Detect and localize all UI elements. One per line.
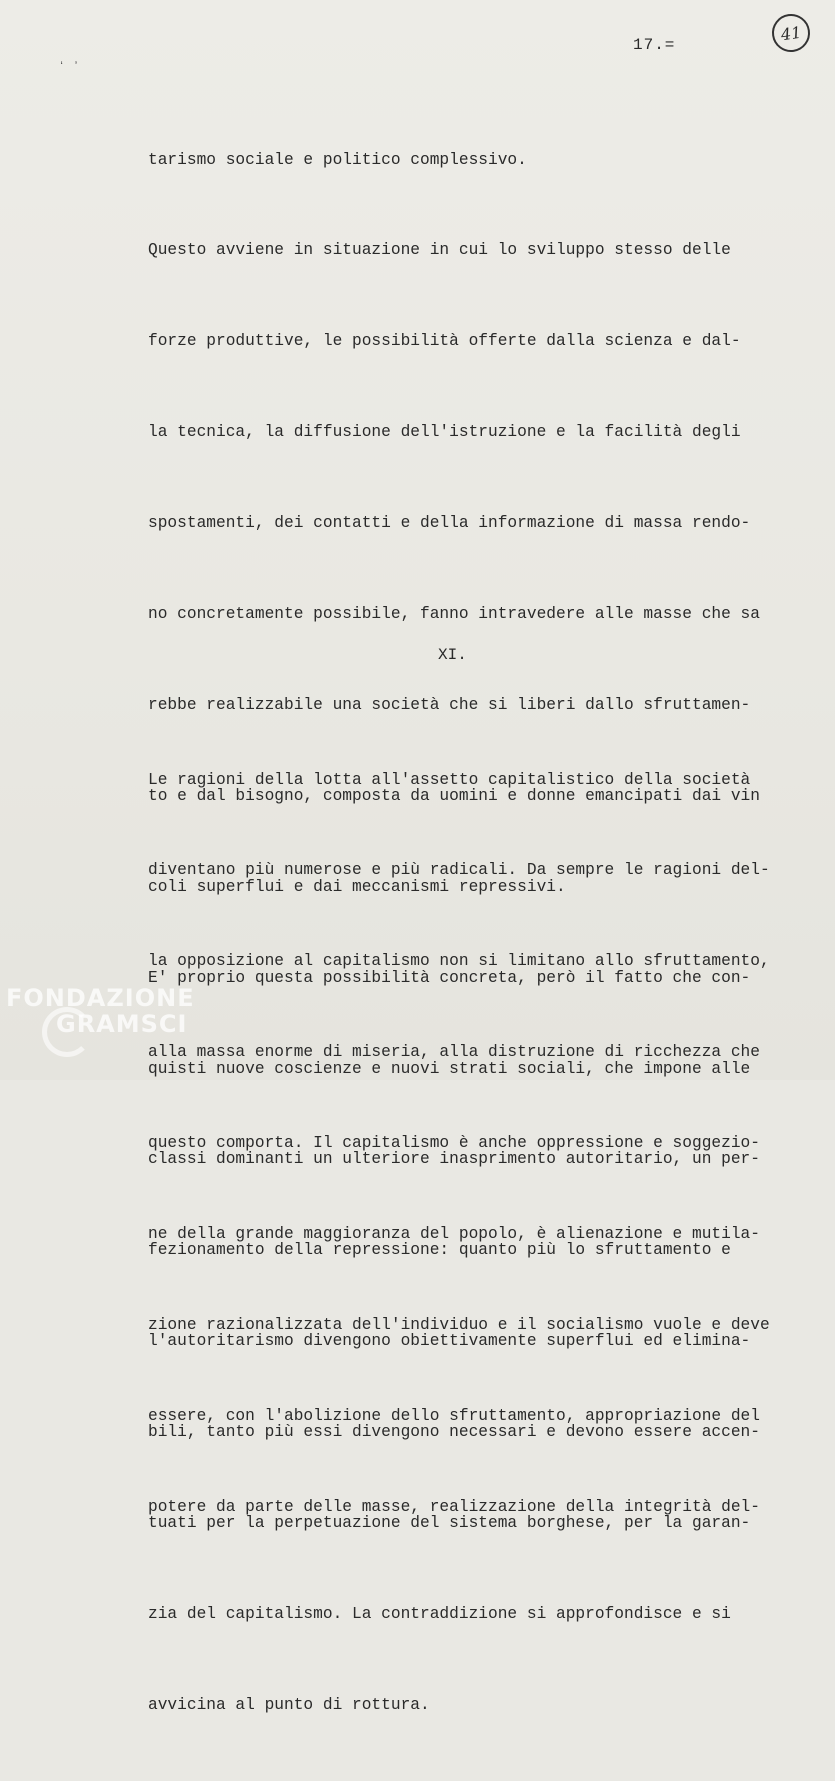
text-line: la tecnica, la diffusione dell'istruzione e la facilità degli [148, 423, 741, 442]
text-line: essere, con l'abolizione dello sfruttamento, appropriazione del [148, 1406, 760, 1425]
text-line: alla massa enorme di miseria, alla distruzione di ricchezza che [148, 1043, 760, 1062]
text-line: to e dal bisogno, composta da uomini e donne emancipati dai vin [148, 786, 760, 805]
paragraph-block-2 [148, 704, 788, 1583]
section-heading: XI. [438, 646, 467, 664]
text-line: Questo avviene in situazione in cui lo sviluppo stesso delle [148, 241, 731, 260]
watermark-line-2: GRAMSCI [56, 1010, 188, 1038]
text-line: Le ragioni della lotta all'assetto capitalistico della società [148, 770, 751, 789]
text-line: bili, tanto più essi divengono necessari e devono essere accen- [148, 1423, 760, 1442]
text-line: coli superflui e dai meccanismi repressivi. [148, 877, 566, 896]
margin-mark: ʻ ʼ [58, 60, 80, 74]
text-line: forze produttive, le possibilità offerte dalla scienza e dal- [148, 332, 741, 351]
text-line: potere da parte delle masse, realizzazione della integrità del- [148, 1497, 760, 1516]
archive-number-stamp: 41 [770, 12, 813, 55]
text-line: questo comporta. Il capitalismo è anche oppressione e soggezio- [148, 1134, 760, 1153]
page-number: 17.= [633, 36, 676, 54]
text-line: avvicina al punto di rottura. [148, 1695, 430, 1714]
text-line: classi dominanti un ulteriore inasprimento autoritario, un per- [148, 1150, 760, 1169]
fondazione-gramsci-watermark [6, 985, 216, 1037]
text-line: ne della grande maggioranza del popolo, è alienazione e mutila- [148, 1225, 760, 1244]
text-line: tuati per la perpetuazione del sistema borghese, per la garan- [148, 1513, 751, 1532]
text-line: no concretamente possibile, fanno intravedere alle masse che sa [148, 605, 760, 624]
text-line: quisti nuove coscienze e nuovi strati sociali, che impone alle [148, 1059, 751, 1078]
text-line: spostamenti, dei contatti e della informazione di massa rendo- [148, 514, 751, 533]
text-line: fezionamento della repressione: quanto più lo sfruttamento e [148, 1241, 731, 1260]
text-line: diventano più numerose e più radicali. Da sempre le ragioni del- [148, 861, 770, 880]
text-line: tarismo sociale e politico complessivo. [148, 150, 527, 169]
text-line: la opposizione al capitalismo non si limitano allo sfruttamento, [148, 952, 770, 971]
text-line: l'autoritarismo divengono obiettivamente superflui ed elimina- [148, 1332, 751, 1351]
watermark-g-logo-icon [42, 1007, 92, 1057]
text-line: E' proprio questa possibilità concreta, però il fatto che con- [148, 968, 751, 987]
watermark-line-1: FONDAZIONE [6, 984, 195, 1012]
text-line: zione razionalizzata dell'individuo e il socialismo vuole e deve [148, 1315, 770, 1334]
text-line: rebbe realizzabile una società che si liberi dallo sfruttamen- [148, 695, 751, 714]
text-line: zia del capitalismo. La contraddizione si approfondisce e si [148, 1604, 731, 1623]
